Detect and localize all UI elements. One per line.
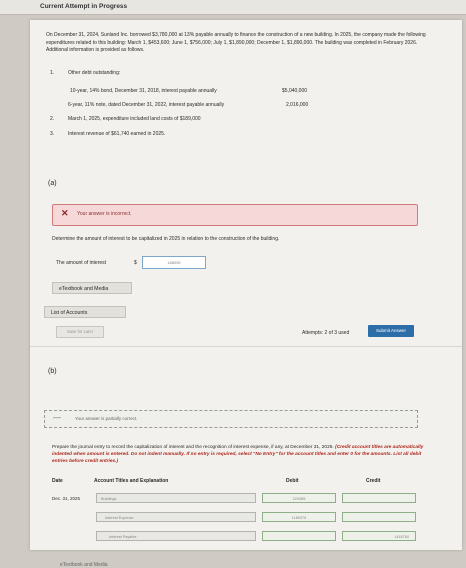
info-item-number: 2. xyxy=(50,116,55,122)
incorrect-alert xyxy=(52,204,418,226)
debt-value: 2,016,000 xyxy=(286,102,309,108)
column-header-debit: Debit xyxy=(286,478,299,484)
part-b-label: (b) xyxy=(48,368,57,375)
incorrect-message: Your answer is incorrect. xyxy=(77,211,132,217)
info-item-label: March 1, 2025, expenditure included land costs of $189,000 xyxy=(68,116,201,122)
minus-icon: — xyxy=(53,413,61,422)
submit-answer-button[interactable]: Submit Answer xyxy=(368,325,414,337)
interest-amount-input[interactable]: 188055 xyxy=(142,256,206,269)
amount-label: The amount of interest xyxy=(56,260,107,266)
debt-label: 10-year, 14% bond, December 31, 2018, interest payable annually xyxy=(70,88,217,94)
info-item-number: 3. xyxy=(50,131,55,137)
part-a-label: (a) xyxy=(48,180,57,187)
column-header-account: Account Titles and Explanation xyxy=(94,478,169,484)
question-panel xyxy=(30,20,462,568)
instructions-text: Prepare the journal entry to record the capitalization of interest and the recognition of interest expense, if any, at December 31, 2025. xyxy=(52,445,334,450)
instructions-note: (Credit account titles are automatically indented when amount is entered. Do not indent manually. If no entry is required, select "No Entry" for the account titles and enter 0 for the amounts. List all debit entries before credit entries.) xyxy=(52,445,424,464)
debit-input[interactable] xyxy=(262,531,336,541)
credit-input[interactable]: 1418760 xyxy=(342,531,416,541)
column-header-date: Date xyxy=(52,478,63,484)
header-bar xyxy=(0,0,466,15)
credit-input[interactable] xyxy=(342,493,416,503)
entry-date: Dec. 31, 2025 xyxy=(52,496,81,501)
etextbook-media-button[interactable]: eTextbook and Media xyxy=(52,282,132,294)
close-icon: ✕ xyxy=(61,208,69,218)
attempts-counter: Attempts: 2 of 3 used xyxy=(302,330,350,336)
account-title-input[interactable]: Interest Payable xyxy=(96,531,256,541)
debt-label: 6-year, 11% note, dated December 31, 2022, interest payable annually xyxy=(68,102,225,108)
etextbook-media-link[interactable]: eTextbook and Media xyxy=(60,562,108,568)
part-b-instructions xyxy=(52,445,432,465)
debt-value: $5,040,000 xyxy=(282,88,308,94)
account-title-input[interactable]: Interest Expense xyxy=(96,512,256,522)
account-title-input[interactable]: Buildings xyxy=(96,493,256,503)
info-item-label: Interest revenue of $61,740 earned in 2025. xyxy=(68,131,166,137)
partial-correct-alert xyxy=(44,410,418,428)
save-for-later-button[interactable]: Save for Later xyxy=(56,326,104,338)
list-of-accounts-button[interactable]: List of Accounts xyxy=(44,306,126,318)
credit-input[interactable] xyxy=(342,512,416,522)
page-title: Current Attempt in Progress xyxy=(40,3,128,10)
problem-statement: On December 31, 2024, Sunland Inc. borrowed $3,780,000 at 13% payable annually to finance the construction of a new building. In 2025, the company made the following expenditures related to this building: March 1, $453,600; June 1, $756,000; July 1, $1,890,000; December 1, $1,890,000. The building was completed in February 2026. Additional information is provided as follows. xyxy=(46,32,426,53)
info-item-label: Other debt outstanding: xyxy=(68,70,121,76)
partial-message: Your answer is partially correct. xyxy=(75,416,138,421)
dollar-sign: $ xyxy=(134,260,137,266)
debit-input[interactable]: 1189375 xyxy=(262,512,336,522)
section-divider xyxy=(30,346,462,347)
column-header-credit: Credit xyxy=(366,478,381,484)
debit-input[interactable]: 229385 xyxy=(262,493,336,503)
part-a-question: Determine the amount of interest to be capitalized in 2025 in relation to the construction of the building. xyxy=(52,236,280,242)
info-item-number: 1. xyxy=(50,70,55,76)
